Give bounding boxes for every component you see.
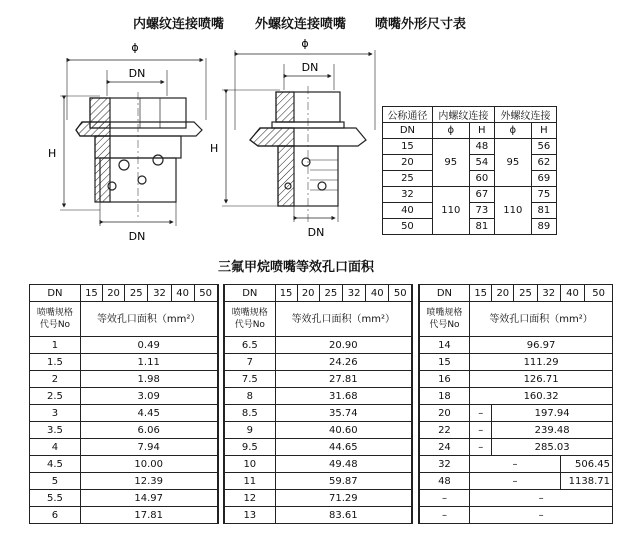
area-value: 44.65: [275, 439, 412, 456]
spec-label: 喷嘴规格 代号No: [419, 302, 470, 337]
area-value: 49.48: [275, 456, 412, 473]
nozzle-no: 48: [419, 473, 470, 490]
area-value: 71.29: [275, 490, 412, 507]
external-phi-cell: 95: [494, 139, 531, 187]
dimension-table-caption: 喷嘴外形尺寸表: [375, 17, 467, 32]
table-row: [30, 371, 613, 388]
internal-phi-cell: 110: [432, 187, 469, 235]
table-row: [30, 473, 613, 490]
external-nozzle-drawing: [222, 50, 375, 222]
dimension-table: [382, 106, 557, 235]
nozzle-no: 9: [224, 422, 275, 439]
area-value: 1138.71: [560, 473, 612, 490]
table-row: [30, 507, 613, 524]
area-value: 27.81: [275, 371, 412, 388]
nozzle-no: 13: [224, 507, 275, 524]
nozzle-no: 18: [419, 388, 470, 405]
table-row: 32 110 67 110 75: [383, 187, 557, 203]
nozzle-no: –: [419, 507, 470, 524]
nozzle-no: 7: [224, 354, 275, 371]
dn-size: 40: [366, 285, 389, 302]
external-phi-header: ϕ: [494, 123, 531, 139]
area-value: 17.81: [80, 507, 217, 524]
area-value: 10.00: [80, 456, 217, 473]
internal-phi-label: ϕ: [131, 41, 139, 54]
area-value: –: [470, 490, 613, 507]
area-value: 35.74: [275, 405, 412, 422]
external-phi-label: ϕ: [301, 37, 309, 50]
dn-label: DN: [224, 285, 275, 302]
table-row: 50 81 89: [383, 219, 557, 235]
nozzle-no: 9.5: [224, 439, 275, 456]
table-row: 20 54 62: [383, 155, 557, 171]
dn-size: 32: [537, 285, 560, 302]
external-dn-top-label: DN: [301, 61, 319, 74]
internal-phi-cell: 95: [432, 139, 469, 187]
area-value: 6.06: [80, 422, 217, 439]
nozzle-no: 16: [419, 371, 470, 388]
nozzle-no: 12: [224, 490, 275, 507]
area-value: 3.09: [80, 388, 217, 405]
area-label: 等效孔口面积（mm²）: [470, 302, 613, 337]
dash-cell: –: [470, 456, 561, 473]
dash-cell: –: [470, 473, 561, 490]
dn-size: 25: [514, 285, 537, 302]
external-phi-cell: 110: [494, 187, 531, 235]
nozzle-no: 6.5: [224, 337, 275, 354]
nozzle-no: 4: [30, 439, 81, 456]
internal-nozzle-drawing: [60, 58, 206, 226]
nozzle-no: 2.5: [30, 388, 81, 405]
nozzle-no: 5: [30, 473, 81, 490]
area-value: 12.39: [80, 473, 217, 490]
nozzle-no: 1.5: [30, 354, 81, 371]
dn-size: 25: [125, 285, 148, 302]
nozzle-no: 32: [419, 456, 470, 473]
area-value: 14.97: [80, 490, 217, 507]
dn-size: 50: [389, 285, 412, 302]
internal-thread-caption: 内螺纹连接喷嘴: [133, 17, 225, 32]
dn-size: 50: [194, 285, 217, 302]
dn-size: 15: [275, 285, 297, 302]
dn-size: 20: [492, 285, 514, 302]
table-row: [30, 439, 613, 456]
table-row: [30, 422, 613, 439]
area-value: –: [470, 507, 613, 524]
area-value: 7.94: [80, 439, 217, 456]
dn-size: 32: [342, 285, 365, 302]
area-value: 126.71: [470, 371, 613, 388]
area-value: 40.60: [275, 422, 412, 439]
table-row: [30, 490, 613, 507]
nozzle-no: 5.5: [30, 490, 81, 507]
dn-header: DN: [383, 123, 433, 139]
dn-label: DN: [30, 285, 81, 302]
flow-area-table: [29, 284, 613, 524]
table-row: [30, 354, 613, 371]
area-value: 24.26: [275, 354, 412, 371]
area-value: 31.68: [275, 388, 412, 405]
external-dn-bottom-label: DN: [307, 226, 325, 239]
dash-cell: –: [470, 439, 492, 456]
nozzle-no: 2: [30, 371, 81, 388]
area-value: 0.49: [80, 337, 217, 354]
area-value: 285.03: [492, 439, 613, 456]
external-thread-header: 外螺纹连接: [494, 107, 556, 123]
area-value: 20.90: [275, 337, 412, 354]
nozzle-no: 22: [419, 422, 470, 439]
nozzle-no: 15: [419, 354, 470, 371]
nozzle-no: 8: [224, 388, 275, 405]
area-value: 4.45: [80, 405, 217, 422]
dash-cell: –: [470, 405, 492, 422]
table-row: 40 73 81: [383, 203, 557, 219]
dn-size: 20: [297, 285, 319, 302]
internal-thread-header: 内螺纹连接: [432, 107, 494, 123]
dn-size: 32: [148, 285, 171, 302]
area-value: 1.98: [80, 371, 217, 388]
nozzle-no: 20: [419, 405, 470, 422]
table-row: 25 60 69: [383, 171, 557, 187]
nozzle-no: 4.5: [30, 456, 81, 473]
area-value: 59.87: [275, 473, 412, 490]
external-h-label: H: [210, 142, 219, 155]
internal-h-label: H: [48, 147, 57, 160]
table-row: [30, 337, 613, 354]
area-label: 等效孔口面积（mm²）: [275, 302, 412, 337]
dn-size: 40: [560, 285, 584, 302]
nozzle-no: 1: [30, 337, 81, 354]
nozzle-no: 8.5: [224, 405, 275, 422]
table-row: [30, 388, 613, 405]
area-value: 239.48: [492, 422, 613, 439]
table-row: [30, 405, 613, 422]
table-row: 15 95 48 95 56: [383, 139, 557, 155]
external-thread-caption: 外螺纹连接喷嘴: [255, 17, 347, 32]
area-label: 等效孔口面积（mm²）: [80, 302, 217, 337]
nozzle-no: 3.5: [30, 422, 81, 439]
nominal-diameter-header: 公称通径: [383, 107, 433, 123]
area-value: 506.45: [560, 456, 612, 473]
internal-dn-bottom-label: DN: [128, 230, 146, 243]
flow-area-table-wrap: [29, 284, 613, 524]
dn-size: 50: [585, 285, 613, 302]
nozzle-no: 14: [419, 337, 470, 354]
area-value: 1.11: [80, 354, 217, 371]
area-value: 96.97: [470, 337, 613, 354]
dn-row: [30, 285, 613, 302]
flow-table-caption: 三氟甲烷喷嘴等效孔口面积: [218, 260, 375, 275]
spec-label: 喷嘴规格 代号No: [30, 302, 81, 337]
area-value: 83.61: [275, 507, 412, 524]
dn-label: DN: [419, 285, 470, 302]
area-value: 160.32: [470, 388, 613, 405]
nozzle-no: 11: [224, 473, 275, 490]
dn-size: 20: [103, 285, 125, 302]
nozzle-no: 10: [224, 456, 275, 473]
nozzle-no: 24: [419, 439, 470, 456]
dn-size: 25: [319, 285, 342, 302]
spec-label: 喷嘴规格 代号No: [224, 302, 275, 337]
nozzle-no: –: [419, 490, 470, 507]
internal-dn-top-label: DN: [128, 67, 146, 80]
nozzle-no: 6: [30, 507, 81, 524]
dn-size: 15: [80, 285, 102, 302]
dn-size: 40: [171, 285, 194, 302]
internal-h-header: H: [469, 123, 494, 139]
dn-size: 15: [470, 285, 492, 302]
nozzle-no: 3: [30, 405, 81, 422]
spec-header-row: [30, 302, 613, 337]
table-row: [30, 456, 613, 473]
area-value: 197.94: [492, 405, 613, 422]
dash-cell: –: [470, 422, 492, 439]
nozzle-no: 7.5: [224, 371, 275, 388]
area-value: 111.29: [470, 354, 613, 371]
external-h-header: H: [531, 123, 556, 139]
internal-phi-header: ϕ: [432, 123, 469, 139]
